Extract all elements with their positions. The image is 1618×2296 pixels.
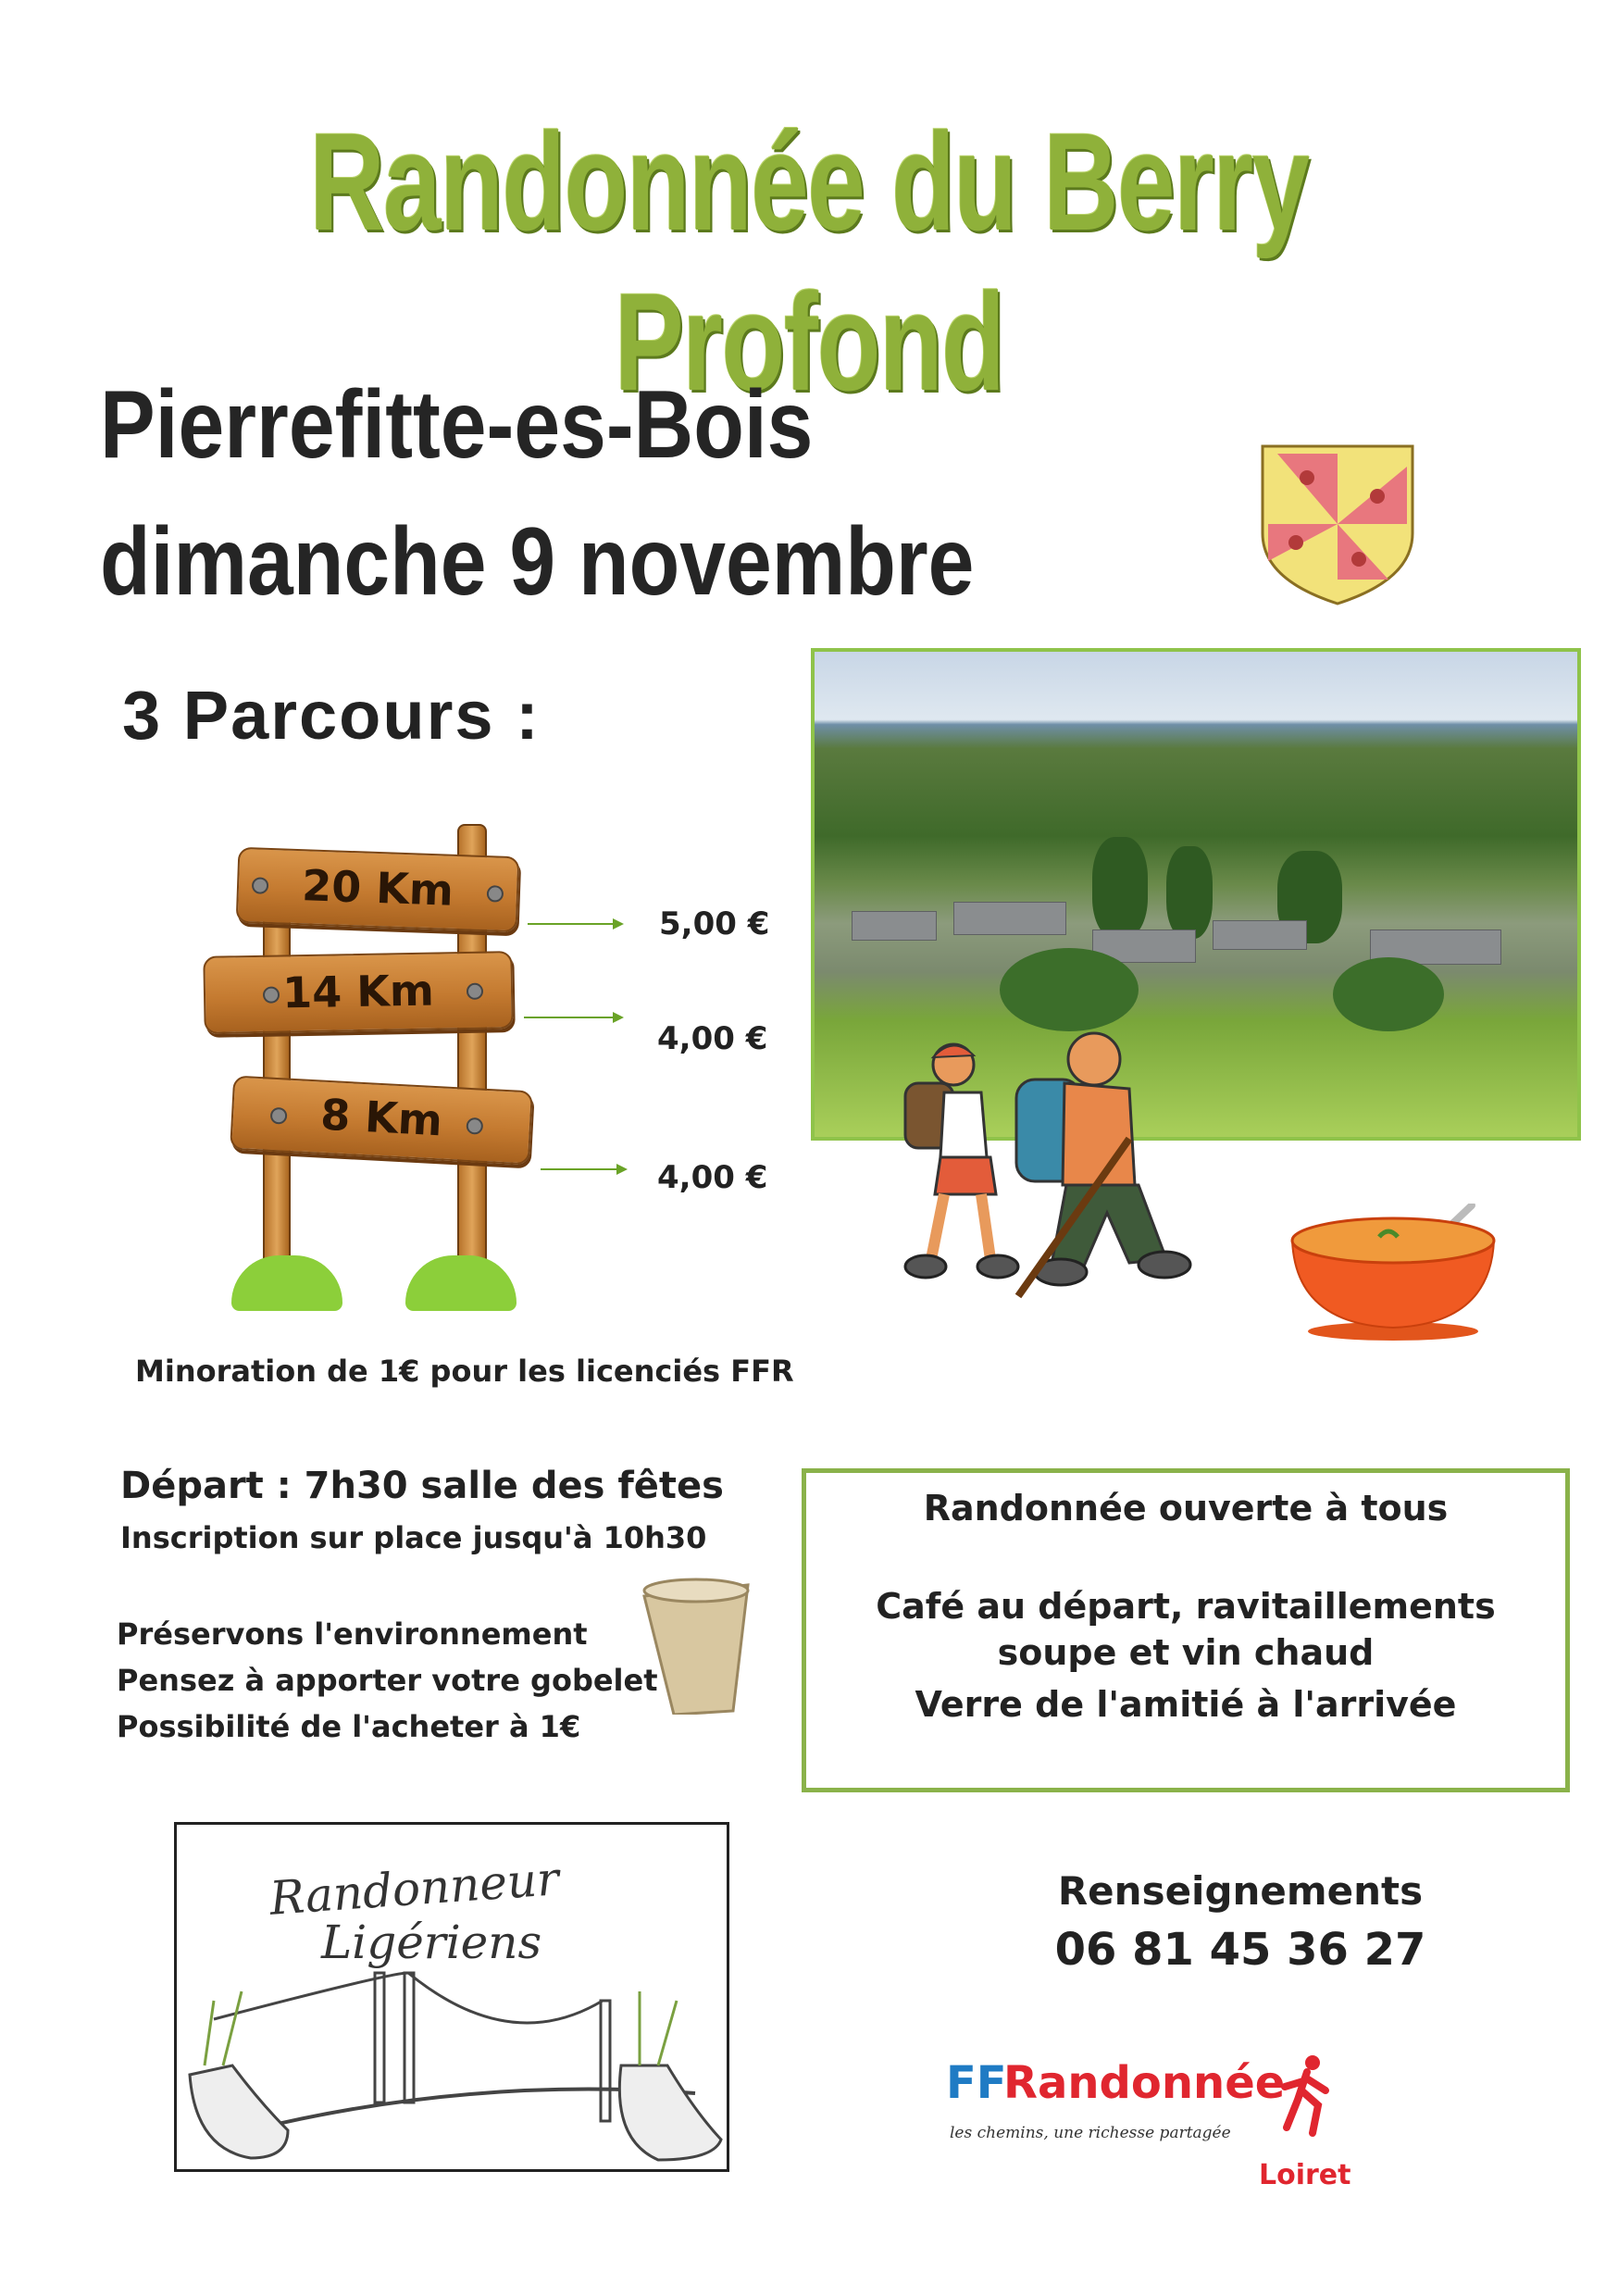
grass-tuft [405, 1255, 517, 1311]
club-logo-line: Ligériens [321, 1915, 542, 1969]
services-line: Café au départ, ravitaillements [876, 1586, 1496, 1627]
registration-info: Inscription sur place jusqu'à 10h30 [120, 1520, 707, 1555]
event-location: Pierrefitte-es-Bois [100, 371, 814, 479]
environment-line: Possibilité de l'acheter à 1€ [117, 1709, 581, 1744]
ffr-logo-name: Randonnée [1003, 2057, 1286, 2109]
grass-tuft [231, 1255, 342, 1311]
ffr-logo-ff: FF [946, 2057, 1007, 2109]
route-distance: 20 Km [301, 860, 454, 916]
signpost-illustration [194, 805, 546, 1305]
routes-heading: 3 Parcours : [122, 677, 541, 754]
ffr-logo-region: Loiret [1259, 2159, 1351, 2191]
price-14km: 4,00 € [657, 1020, 768, 1057]
poster-title: Randonnée du Berry Profond [309, 104, 1309, 419]
environment-line: Pensez à apporter votre gobelet [117, 1663, 658, 1698]
environment-line: Préservons l'environnement [117, 1616, 588, 1652]
route-sign-8km [230, 1076, 533, 1166]
ffr-discount-note: Minoration de 1€ pour les licenciés FFR [135, 1354, 794, 1389]
hikers-illustration [852, 1028, 1240, 1315]
contact-phone[interactable]: 06 81 45 36 27 [1054, 1924, 1426, 1976]
contact-label: Renseignements [1057, 1868, 1424, 1914]
club-logo-line: Randonneur [268, 1852, 561, 1926]
ffrandonnee-logo [946, 2057, 1353, 2205]
club-logo [174, 1822, 729, 2172]
route-sign-20km [236, 847, 520, 933]
route-sign-14km [203, 951, 513, 1034]
departure-info: Départ : 7h30 salle des fêtes [120, 1465, 724, 1507]
arrow-14km [524, 1017, 622, 1018]
services-line: soupe et vin chaud [997, 1632, 1375, 1673]
coat-of-arms-icon [1259, 441, 1416, 607]
open-to-all-line: Randonnée ouverte à tous [923, 1488, 1449, 1529]
event-date: dimanche 9 novembre [100, 508, 975, 616]
ffr-logo-tagline: les chemins, une richesse partagée [950, 2124, 1231, 2142]
price-8km: 4,00 € [657, 1159, 768, 1196]
route-distance: 14 Km [281, 965, 435, 1018]
walker-icon [1279, 2053, 1335, 2137]
services-line: Verre de l'amitié à l'arrivée [915, 1684, 1457, 1725]
bridge-illustration [177, 1964, 729, 2172]
arrow-8km [541, 1168, 626, 1170]
services-info-box [802, 1468, 1570, 1792]
route-distance: 8 Km [319, 1089, 444, 1146]
paper-cup-icon [641, 1576, 752, 1715]
arrow-20km [528, 923, 622, 925]
soup-bowl-icon [1287, 1204, 1500, 1342]
price-20km: 5,00 € [659, 905, 770, 942]
